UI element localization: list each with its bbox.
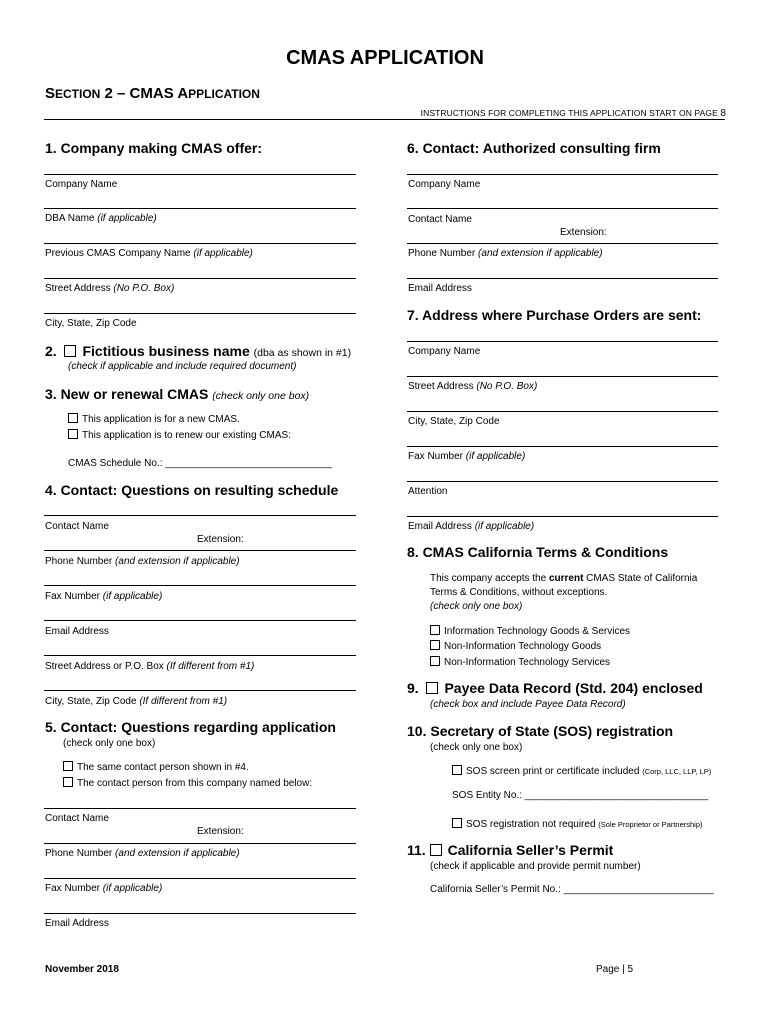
label-note: (if applicable) bbox=[102, 883, 163, 894]
payee-data-checkbox[interactable] bbox=[426, 682, 438, 694]
section-title-text: California Seller’s Permit bbox=[447, 842, 614, 858]
s7-street-label bbox=[408, 381, 537, 392]
company-name-field[interactable] bbox=[44, 174, 356, 175]
s6-phone-field[interactable] bbox=[407, 243, 718, 244]
section-subtitle: (dba as shown in #1) bbox=[253, 347, 352, 359]
street-address-field[interactable] bbox=[44, 278, 356, 279]
s4-city-field[interactable] bbox=[44, 690, 356, 691]
s6-company-label: Company Name bbox=[408, 179, 481, 190]
label-text: City, State, Zip Code bbox=[45, 696, 137, 707]
option-label: The same contact person shown in #4. bbox=[77, 762, 249, 773]
option-note: (Sole Proprietor or Partnership) bbox=[598, 820, 703, 829]
s6-contact-label: Contact Name bbox=[408, 214, 472, 225]
previous-company-label bbox=[45, 248, 253, 259]
instructions-page: 8 bbox=[720, 108, 726, 119]
section-title-part: ECTION bbox=[55, 87, 101, 101]
page-title: CMAS APPLICATION bbox=[286, 47, 484, 69]
checkbox[interactable] bbox=[68, 413, 78, 423]
section-8-note: (check only one box) bbox=[430, 601, 523, 612]
cmas-schedule-field[interactable]: CMAS Schedule No.: ______________________________ bbox=[68, 458, 333, 469]
s4-street-field[interactable] bbox=[44, 655, 356, 656]
label-note: (if applicable) bbox=[474, 521, 535, 532]
checkbox[interactable] bbox=[430, 656, 440, 666]
option-it-goods-services[interactable] bbox=[430, 625, 630, 637]
section-1-heading: 1. Company making CMAS offer: bbox=[45, 140, 263, 156]
sellers-permit-field[interactable]: California Seller’s Permit No.: ___________________________ bbox=[430, 884, 714, 895]
label-note: (No P.O. Box) bbox=[113, 283, 175, 294]
option-label: Non-Information Technology Goods bbox=[444, 641, 602, 652]
section-7-heading: 7. Address where Purchase Orders are sent: bbox=[407, 307, 702, 323]
s4-email-field[interactable] bbox=[44, 620, 356, 621]
label-note: (and extension if applicable) bbox=[478, 248, 603, 259]
section-11-heading bbox=[407, 842, 613, 858]
s4-contact-label: Contact Name bbox=[45, 521, 109, 532]
section-title-part: S bbox=[45, 85, 56, 102]
section-10-note: (check only one box) bbox=[430, 742, 523, 753]
s7-company-label: Company Name bbox=[408, 346, 481, 357]
city-state-zip-field[interactable] bbox=[44, 313, 356, 314]
s7-street-field[interactable] bbox=[407, 376, 718, 377]
section-number: 9. bbox=[407, 680, 419, 696]
label-text: Street Address bbox=[45, 283, 111, 294]
footer-date: November 2018 bbox=[45, 964, 119, 975]
option-label: SOS registration not required bbox=[466, 819, 596, 830]
option-note: (Corp, LLC, LLP, LP) bbox=[642, 767, 712, 776]
s6-contact-field[interactable] bbox=[407, 208, 718, 209]
s4-street-label bbox=[45, 661, 254, 672]
s4-fax-field[interactable] bbox=[44, 585, 356, 586]
s5-contact-label: Contact Name bbox=[45, 813, 109, 824]
instructions-note bbox=[421, 108, 726, 119]
footer-page-number: Page | 5 bbox=[596, 964, 634, 975]
option-label: This application is to renew our existing CMAS: bbox=[82, 430, 291, 441]
terms-text-bold: current bbox=[548, 573, 584, 584]
s4-extension-label: Extension: bbox=[197, 534, 244, 545]
option-label: This application is for a new CMAS. bbox=[82, 414, 240, 425]
section-title-text: Payee Data Record (Std. 204) enclosed bbox=[444, 680, 703, 696]
s6-company-field[interactable] bbox=[407, 174, 718, 175]
s5-extension-label: Extension: bbox=[197, 826, 244, 837]
street-address-label bbox=[45, 283, 174, 294]
checkbox[interactable] bbox=[452, 818, 462, 828]
s4-phone-field[interactable] bbox=[44, 550, 356, 551]
checkbox[interactable] bbox=[63, 761, 73, 771]
label-text: Previous CMAS Company Name bbox=[45, 248, 191, 259]
label-note: (and extension if applicable) bbox=[115, 556, 240, 567]
section-subtitle: (check only one box) bbox=[212, 390, 310, 402]
s7-city-label: City, State, Zip Code bbox=[408, 416, 500, 427]
s5-phone-field[interactable] bbox=[44, 843, 356, 844]
s4-fax-label bbox=[45, 591, 162, 602]
label-note: (No P.O. Box) bbox=[476, 381, 538, 392]
label-note: (if applicable) bbox=[102, 591, 163, 602]
checkbox[interactable] bbox=[63, 777, 73, 787]
sellers-permit-checkbox[interactable] bbox=[430, 844, 442, 856]
s7-attention-label: Attention bbox=[408, 486, 448, 497]
s7-fax-label bbox=[408, 451, 525, 462]
s4-contact-field[interactable] bbox=[44, 515, 356, 516]
label-text: Fax Number bbox=[408, 451, 464, 462]
company-name-label: Company Name bbox=[45, 179, 118, 190]
label-text: Street Address or P.O. Box bbox=[45, 661, 164, 672]
s6-email-label: Email Address bbox=[408, 283, 472, 294]
label-note: (if applicable) bbox=[97, 213, 157, 224]
option-renew-cmas[interactable] bbox=[68, 429, 291, 441]
option-new-cmas[interactable] bbox=[68, 413, 240, 425]
terms-text-line-1 bbox=[430, 573, 697, 584]
section-2-note: (check if applicable and include required document) bbox=[68, 361, 297, 372]
option-contact-below[interactable] bbox=[63, 777, 312, 789]
s4-phone-label bbox=[45, 556, 240, 567]
checkbox[interactable] bbox=[430, 625, 440, 635]
s5-fax-field[interactable] bbox=[44, 878, 356, 879]
option-non-it-services[interactable] bbox=[430, 656, 610, 668]
terms-text: CMAS State of California bbox=[583, 573, 698, 584]
option-same-contact[interactable] bbox=[63, 761, 249, 773]
label-note: (If different from #1) bbox=[139, 696, 228, 707]
section-title bbox=[45, 85, 260, 102]
label-text: Phone Number bbox=[408, 248, 476, 259]
s7-email-label bbox=[408, 521, 534, 532]
s7-company-field[interactable] bbox=[407, 341, 718, 342]
section-4-heading: 4. Contact: Questions on resulting schedule bbox=[45, 482, 339, 498]
option-label: Non-Information Technology Services bbox=[444, 657, 611, 668]
section-3-heading bbox=[45, 386, 309, 402]
option-non-it-goods[interactable] bbox=[430, 640, 601, 652]
s7-email-field[interactable] bbox=[407, 516, 718, 517]
label-text: Street Address bbox=[408, 381, 474, 392]
fictitious-name-checkbox[interactable] bbox=[64, 345, 76, 357]
option-label: The contact person from this company named below: bbox=[77, 778, 313, 789]
section-title-part: PPLICATION bbox=[188, 87, 260, 101]
section-title-text: Fictitious business name bbox=[82, 343, 250, 359]
previous-company-field[interactable] bbox=[44, 243, 356, 244]
s7-fax-field[interactable] bbox=[407, 446, 718, 447]
label-note: (if applicable) bbox=[465, 451, 526, 462]
s6-phone-label bbox=[408, 248, 603, 259]
label-text: Phone Number bbox=[45, 848, 113, 859]
terms-text-line-2: Terms & Conditions, without exceptions. bbox=[430, 587, 608, 598]
sos-entity-number-field[interactable]: SOS Entity No.: _________________________________ bbox=[452, 790, 709, 801]
instructions-text: INSTRUCTIONS FOR COMPLETING THIS APPLICATION START ON PAGE bbox=[420, 108, 718, 118]
section-5-heading: 5. Contact: Questions regarding application bbox=[45, 719, 336, 735]
dba-name-field[interactable] bbox=[44, 208, 356, 209]
section-8-heading: 8. CMAS California Terms & Conditions bbox=[407, 544, 669, 560]
section-9-heading bbox=[407, 680, 703, 696]
section-number: 11. bbox=[407, 842, 426, 858]
s4-email-label: Email Address bbox=[45, 626, 109, 637]
s5-contact-field[interactable] bbox=[44, 808, 356, 809]
label-text: DBA Name bbox=[45, 213, 95, 224]
s7-attention-field[interactable] bbox=[407, 481, 718, 482]
s7-city-field[interactable] bbox=[407, 411, 718, 412]
label-text: Fax Number bbox=[45, 883, 101, 894]
checkbox[interactable] bbox=[68, 429, 78, 439]
section-5-note: (check only one box) bbox=[63, 738, 156, 749]
dba-name-label bbox=[45, 213, 157, 224]
label-note: (If different from #1) bbox=[166, 661, 255, 672]
checkbox[interactable] bbox=[452, 765, 462, 775]
s5-phone-label bbox=[45, 848, 240, 859]
label-text: Fax Number bbox=[45, 591, 101, 602]
option-label: Information Technology Goods & Services bbox=[444, 626, 631, 637]
section-number: 2. bbox=[45, 343, 57, 359]
label-note: (and extension if applicable) bbox=[115, 848, 240, 859]
s5-fax-label bbox=[45, 883, 162, 894]
section-11-note: (check if applicable and provide permit number) bbox=[430, 861, 641, 872]
header-divider bbox=[44, 119, 725, 120]
label-note: (if applicable) bbox=[193, 248, 253, 259]
city-state-zip-label: City, State, Zip Code bbox=[45, 318, 137, 329]
option-label: SOS screen print or certificate included bbox=[466, 766, 640, 777]
option-sos-screen-print[interactable] bbox=[452, 765, 711, 777]
s5-email-field[interactable] bbox=[44, 913, 356, 914]
section-title-text: 3. New or renewal CMAS bbox=[45, 386, 209, 402]
section-6-heading: 6. Contact: Authorized consulting firm bbox=[407, 140, 661, 156]
section-title-part: 2 – CMAS A bbox=[100, 85, 189, 102]
s6-email-field[interactable] bbox=[407, 278, 718, 279]
section-10-heading: 10. Secretary of State (SOS) registration bbox=[407, 723, 674, 739]
label-text: Email Address bbox=[408, 521, 472, 532]
terms-text: This company accepts the bbox=[430, 573, 549, 584]
option-sos-not-required[interactable] bbox=[452, 818, 703, 830]
section-9-note: (check box and include Payee Data Record) bbox=[430, 699, 626, 710]
s6-extension-label: Extension: bbox=[560, 227, 607, 238]
section-2-heading bbox=[45, 343, 351, 359]
s4-city-label bbox=[45, 696, 227, 707]
checkbox[interactable] bbox=[430, 640, 440, 650]
s5-email-label: Email Address bbox=[45, 918, 109, 929]
label-text: Phone Number bbox=[45, 556, 113, 567]
